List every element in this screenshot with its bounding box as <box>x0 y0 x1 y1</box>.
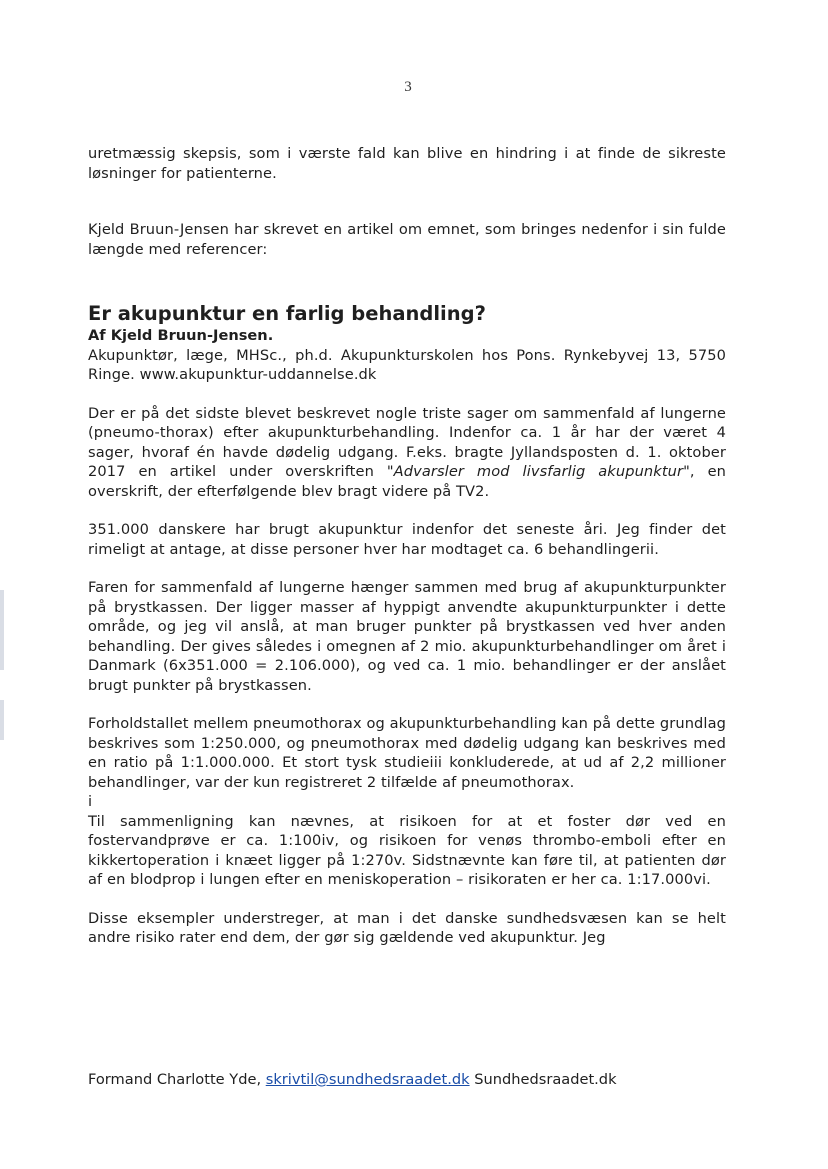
page-body <box>88 144 726 948</box>
paragraph-chest-points: Faren for sammenfald af lungerne hænger sammen med brug af akupunkturpunkter på brystkassen. Der ligger masser af hyppigt anvendte akupunkturpunkter i dette område, og jeg vil anslå, at man bruger punkter på brystkassen ved hver anden behandling. Der gives således i omegnen af 2 mio. akupunkturbehandlinger om året i Danmark (6x351.000 = 2.106.000), og ved ca. 1 mio. behandlinger er der anslået brugt punkter på brystkassen. <box>88 579 726 694</box>
article-quote-headline: "Advarsler mod livsfarlig akupunktur" <box>386 463 690 480</box>
paragraph-comparison: Til sammenligning kan nævnes, at risikoen for at et foster dør ved en fostervandprøve er ca. 1:100iv, og risikoen for venøs thrombo-emboli efter en kikkertoperation i knæet ligger på 1:270v. Sidstnævnte kan føre til, at patienten dør af en blodprop i lungen efter en meniskoperation – risikoraten er her ca. 1:17.000vi. <box>88 812 726 888</box>
paragraph-intro: uretmæssig skepsis, som i værste fald kan blive en hindring i at finde de sikreste løsninger for patienterne. <box>88 145 726 182</box>
author-info: Akupunktør, læge, MHSc., ph.d. Akupunkturskolen hos Pons. Rynkebyvej 13, 5750 Ringe. www.akupunktur-uddannelse.dk <box>88 346 726 383</box>
article-title: Er akupunktur en farlig behandling? <box>88 302 486 325</box>
scan-artifact <box>0 590 4 670</box>
stray-footnote-marker: i <box>88 793 93 810</box>
paragraph-usage: 351.000 danskere har brugt akupunktur indenfor det seneste åri. Jeg finder det rimeligt at antage, at disse personer hver har modtaget ca. 6 behandlingerii. <box>88 521 726 558</box>
paragraph-background-text-end: , en overskrift, der efterfølgende blev bragt videre på TV2. <box>88 463 727 500</box>
page-number: 3 <box>404 79 412 95</box>
scan-artifact <box>0 700 4 740</box>
footer-site: Sundhedsraadet.dk <box>469 1071 617 1088</box>
paragraph-background-text: Der er på det sidste blevet beskrevet nogle triste sager om sammenfald af lungerne (pneumo-thorax) efter akupunkturbehandling. Indenfor ca. 1 år har der været 4 sager, hvoraf én havde dødelig udgang. F.eks. bragte Jyllandsposten d. 1. oktober 2017 en artikel under overskriften <box>88 404 726 480</box>
footer-chair: Formand Charlotte Yde, <box>88 1071 266 1088</box>
paragraph-ratio: Forholdstallet mellem pneumothorax og akupunkturbehandling kan på dette grundlag beskrives som 1:250.000, og pneumothorax med dødelig udgang kan beskrives med en ratio på 1:1.000.000. Et stort tysk studieiii konkluderede, at ud af 2,2 millioner behandlinger, var der kun registreret 2 tilfælde af pneumothorax. <box>88 715 726 791</box>
paragraph-article-intro: Kjeld Bruun-Jensen har skrevet en artikel om emnet, som bringes nedenfor i sin fulde længde med referencer: <box>88 221 726 258</box>
page-footer <box>88 1070 748 1090</box>
paragraph-background <box>88 404 726 502</box>
article-byline: Af Kjeld Bruun-Jensen. <box>88 327 274 344</box>
paragraph-conclusion: Disse eksempler understreger, at man i det danske sundhedsvæsen kan se helt andre risiko rater end dem, der gør sig gældende ved akupunktur. Jeg <box>88 909 726 946</box>
footer-email-link[interactable]: skrivtil@sundhedsraadet.dk <box>265 1071 470 1088</box>
